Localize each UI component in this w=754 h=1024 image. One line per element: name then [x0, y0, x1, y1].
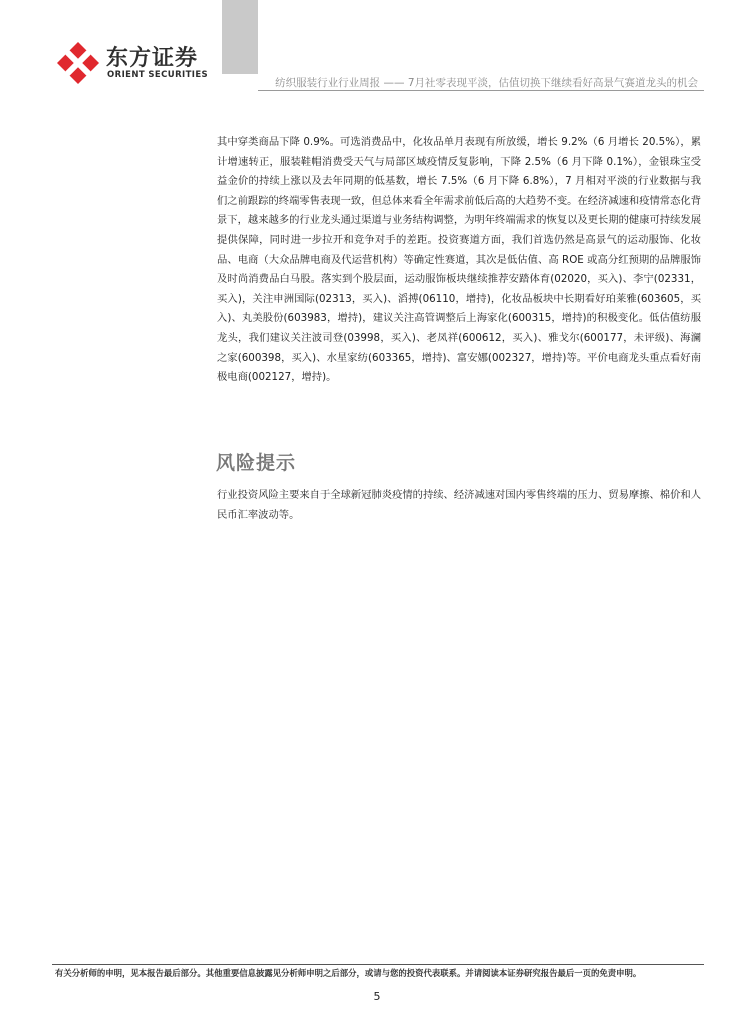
report-header-title: 纺织服装行业行业周报 —— 7月社零表现平淡，估值切换下继续看好高景气赛道龙头的机会 — [275, 77, 698, 89]
footer-divider — [52, 964, 704, 965]
header-gray-bar — [222, 0, 258, 74]
logo-chinese-name: 东方证券 — [106, 46, 199, 71]
company-logo — [55, 40, 215, 86]
risk-paragraph: 行业投资风险主要来自于全球新冠肺炎疫情的持续、经济减速对国内零售终端的压力、贸易摩擦、棉价和人民币汇率波动等。 — [217, 489, 701, 521]
orient-logo-icon — [55, 40, 101, 86]
logo-english-name: ORIENT SECURITIES — [107, 70, 209, 80]
page-number: 5 — [373, 990, 381, 1003]
header-divider — [258, 90, 704, 91]
risk-section-heading: 风险提示 — [216, 452, 297, 474]
body-paragraph: 其中穿类商品下降 0.9%。可选消费品中，化妆品单月表现有所放缓，增长 9.2%（6 月增长 20.5%），累计增速转正，服装鞋帽消费受天气与局部区域疫情反复影响，下降 2.5%（6 月下降 0.1%），金银珠宝受益金价的持续上涨以及去年同期的低基数，增长 7.5%（6 月下降 6.8%），7 月相对平淡的行业数据与我们之前跟踪的终端零售表现一致，但总体来看全年需求前低后高的大趋势不变。在经济减速和疫情常态化背景下，越来越多的行业龙头通过渠道与业务结构调整，为明年终端需求的恢复以及更长期的健康可持续发展提供保障，同时进一步拉开和竞争对手的差距。投资赛道方面，我们首选仍然是高景气的运动服饰、化妆品、电商（大众品牌电商及代运营机构）等确定性赛道，其次是低估值、高 ROE 或高分红预期的品牌服饰及时尚消费品白马股。落实到个股层面，运动服饰板块继续推荐安踏体育(02020，买入)、李宁(02331，买入)，关注申洲国际(02313，买入)、滔搏(06110，增持)，化妆品板块中长期看好珀莱雅(603605，买入)、丸美股份(603983，增持)，建议关注高管调整后上海家化(600315，增持)的积极变化。低估值纺服龙头，我们建议关注波司登(03998，买入)、老凤祥(600612，买入)、雅戈尔(600177，未评级)、海澜之家(600398，买入)、水星家纺(603365，增持)、富安娜(002327，增持)等。平价电商龙头重点看好南极电商(002127，增持)。 — [217, 136, 701, 384]
footer-disclaimer: 有关分析师的申明，见本报告最后部分。其他重要信息披露见分析师申明之后部分，或请与您的投资代表联系。并请阅读本证券研究报告最后一页的免责申明。 — [55, 968, 642, 978]
